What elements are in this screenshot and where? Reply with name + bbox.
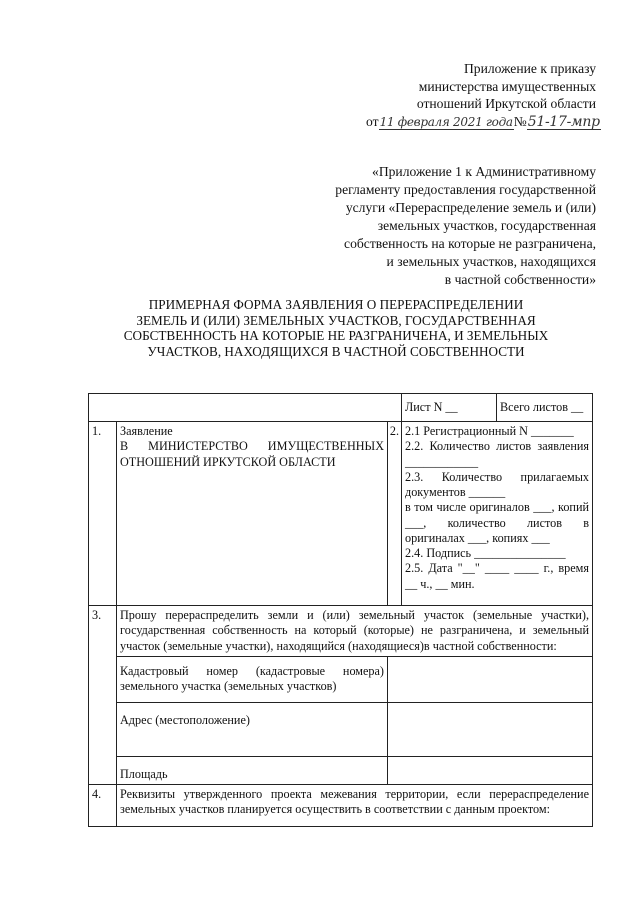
cadastral-number-value[interactable] xyxy=(388,656,593,702)
attached-documents-field: 2.3. Количество прилагаемых документов ______ xyxy=(405,469,589,499)
section-4-number: 4. xyxy=(89,784,117,826)
table-row-area xyxy=(89,756,593,784)
application-heading: Заявление xyxy=(120,424,173,438)
appendix-reference-block xyxy=(296,163,596,290)
signature-field: 2.4. Подпись _______________ xyxy=(405,546,566,560)
order-number-sign: № xyxy=(513,114,527,130)
address-value[interactable] xyxy=(388,702,593,756)
order-date-line xyxy=(366,113,600,131)
address-label: Адрес (местоположение) xyxy=(117,702,388,756)
section-4-text: Реквизиты утвержденного проекта межевания территории, если перераспределение земельных участков планируется осуществить в соответствии с данным проектом: xyxy=(117,784,593,826)
area-label: Площадь xyxy=(117,756,388,784)
appendix-line: услуги «Перераспределение земель и (или) xyxy=(345,200,596,216)
cadastral-number-label: Кадастровый номер (кадастровые номера) земельного участка (земельных участков) xyxy=(117,656,388,702)
order-line-3: отношений Иркутской области xyxy=(416,96,596,112)
sheets-count-field: 2.2. Количество листов заявления ____________ xyxy=(405,439,589,469)
order-reference-block xyxy=(366,60,600,131)
form-title-line: СОБСТВЕННОСТЬ НА КОТОРЫЕ НЕ РАЗГРАНИЧЕНА, И ЗЕМЕЛЬНЫХ xyxy=(123,328,549,344)
section-2-number: 2. xyxy=(388,422,402,606)
section-3-number: 3. xyxy=(89,606,117,785)
table-row-section-1-2 xyxy=(89,422,593,606)
appendix-line: земельных участков, государственная xyxy=(377,218,596,234)
appendix-line: регламенту предоставления государственной xyxy=(335,182,596,198)
order-date-prefix: от xyxy=(366,114,379,130)
appendix-line: и земельных участков, находящихся xyxy=(386,254,596,270)
appendix-line: собственность на которые не разграничена, xyxy=(344,236,596,252)
appendix-line: «Приложение 1 к Административному xyxy=(372,164,596,179)
order-number-handwritten: 51-17-мпр xyxy=(527,114,600,131)
registration-number-field: 2.1 Регистрационный N _______ xyxy=(405,424,574,438)
table-row-sheet-header xyxy=(89,394,593,422)
section-2-cell[interactable] xyxy=(402,422,593,606)
section-1-cell xyxy=(117,422,388,606)
section-3-request-text: Прошу перераспределить земли и (или) земельный участок (земельные участки), государственная собственность на который (которые) не разграничена, и земельный участок (земельные участки), находящийся (находящиеся)в частной собственности: xyxy=(117,606,593,657)
recipient-ministry: В МИНИСТЕРСТВО ИМУЩЕСТВЕННЫХ ОТНОШЕНИЙ ИРКУТСКОЙ ОБЛАСТИ xyxy=(120,439,384,469)
date-time-field: 2.5. Дата "__" ____ ____ г., время __ ч., __ мин. xyxy=(405,561,589,591)
form-title xyxy=(86,297,586,359)
blank-header-cell xyxy=(89,394,402,422)
form-title-line: ЗЕМЕЛЬ И (ИЛИ) ЗЕМЕЛЬНЫХ УЧАСТКОВ, ГОСУДАРСТВЕННАЯ xyxy=(136,312,536,328)
order-line-2: министерства имущественных xyxy=(418,78,596,94)
originals-copies-field: в том числе оригиналов ___, копий ___, количество листов в оригиналах ___, копиях ___ xyxy=(405,500,589,545)
appendix-line: в частной собственности» xyxy=(444,272,596,288)
form-title-line: УЧАСТКОВ, НАХОДЯЩИХСЯ В ЧАСТНОЙ СОБСТВЕННОСТИ xyxy=(147,343,525,359)
order-line-1: Приложение к приказу xyxy=(463,61,596,76)
table-row-section-4 xyxy=(89,784,593,826)
table-row-section-3 xyxy=(89,606,593,657)
area-value[interactable] xyxy=(388,756,593,784)
order-date-handwritten: 11 февраля 2021 года xyxy=(379,115,513,130)
table-row-cadastral xyxy=(89,656,593,702)
table-row-address xyxy=(89,702,593,756)
total-sheets-cell[interactable]: Всего листов __ xyxy=(497,394,593,422)
section-1-number: 1. xyxy=(89,422,117,606)
application-form-table xyxy=(88,393,593,827)
form-title-line: ПРИМЕРНАЯ ФОРМА ЗАЯВЛЕНИЯ О ПЕРЕРАСПРЕДЕЛЕНИИ xyxy=(148,297,524,312)
sheet-number-cell[interactable]: Лист N __ xyxy=(402,394,497,422)
